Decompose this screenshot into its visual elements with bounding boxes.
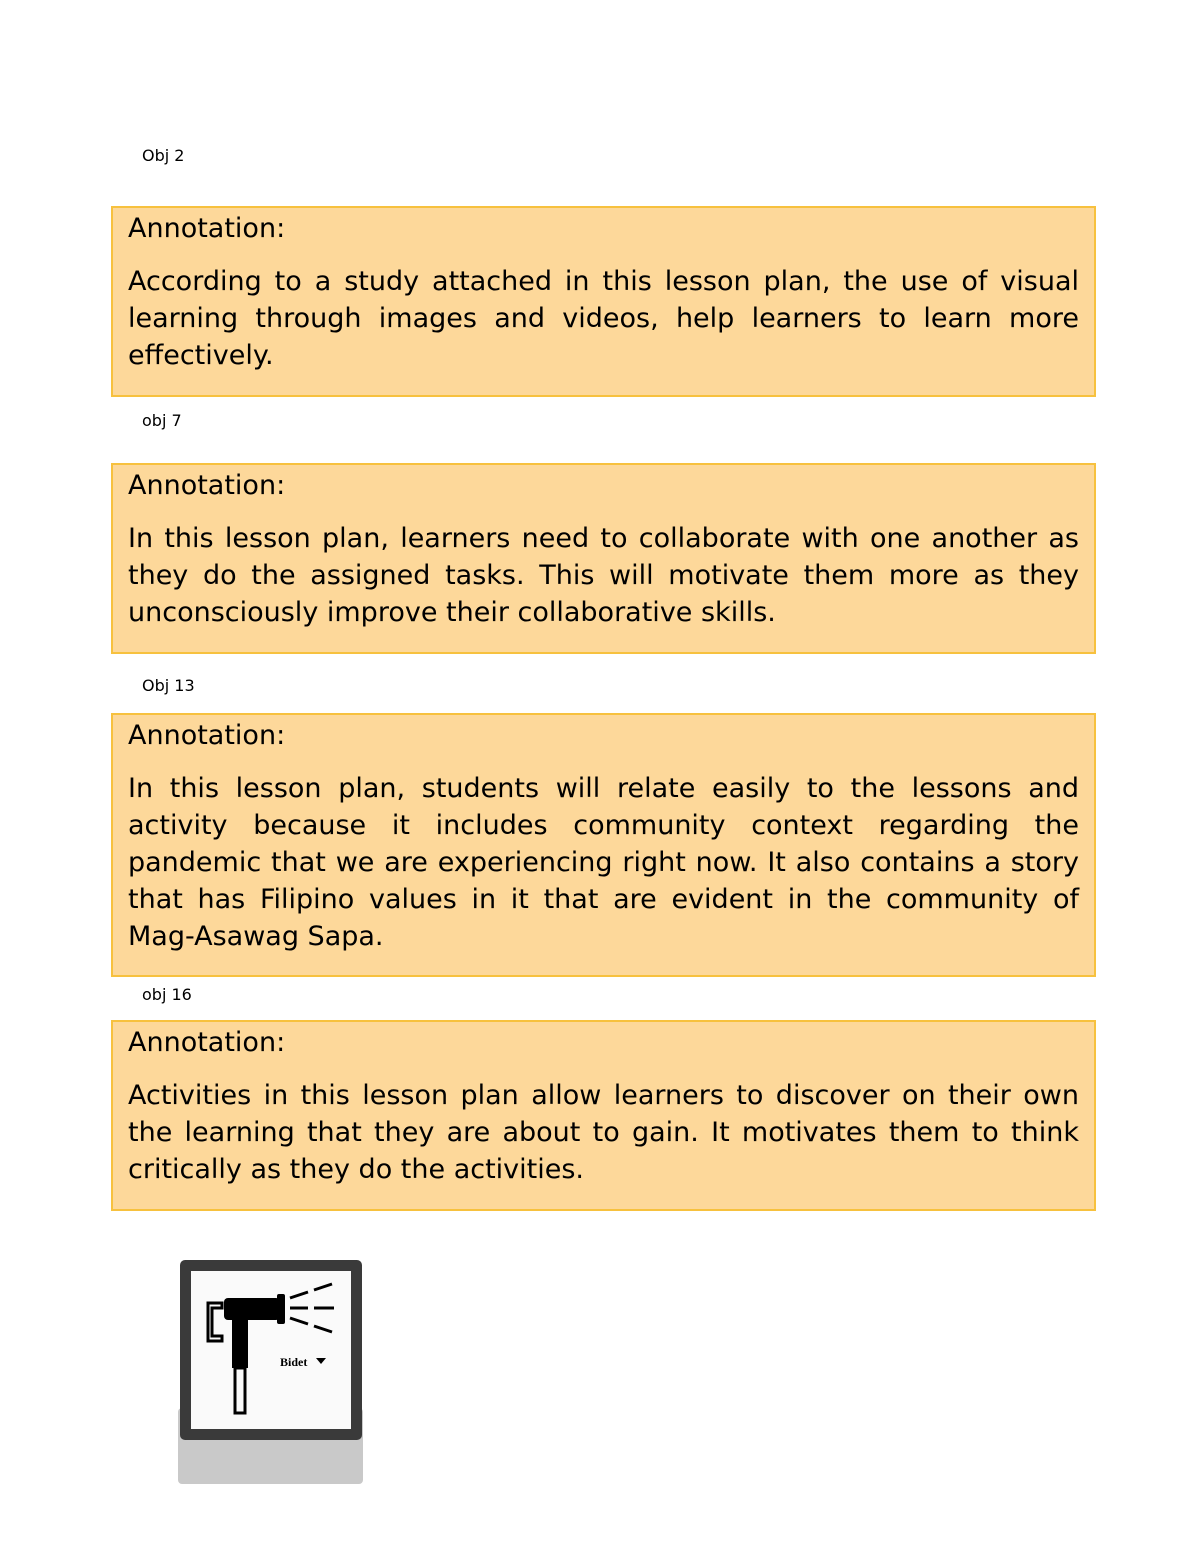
annotation-heading: Annotation: [128, 720, 286, 751]
sign-panel [191, 1271, 351, 1429]
objective-label-7: obj 7 [142, 411, 182, 430]
annotation-text: In this lesson plan, students will relate easily to the lessons and activity because it includes community context regarding the pandemic that we are experiencing right now. It also contains a story that has Filipino values in it that are evident in the community of Mag-Asawag Sapa. [128, 773, 1079, 952]
bidet-sign [178, 1258, 364, 1484]
annotation-box-obj-7 [111, 463, 1096, 654]
sprayer-nozzle [277, 1294, 285, 1324]
sprayer-head [224, 1298, 280, 1320]
annotation-text: In this lesson plan, learners need to collaborate with one another as they do the assigned tasks. This will motivate them more as they unconsciously improve their collaborative skills. [128, 523, 1079, 628]
objective-label-16: obj 16 [142, 985, 192, 1004]
annotation-box-obj-16 [111, 1020, 1096, 1211]
objective-label-13: Obj 13 [142, 676, 195, 695]
bidet-icon [178, 1258, 364, 1484]
annotation-box-obj-2 [111, 206, 1096, 397]
annotation-text: Activities in this lesson plan allow learners to discover on their own the learning that they are about to gain. It motivates them to think critically as they do the activities. [128, 1080, 1079, 1185]
annotation-box-obj-13 [111, 713, 1096, 977]
annotation-heading: Annotation: [128, 470, 286, 501]
annotation-heading: Annotation: [128, 213, 286, 244]
annotation-heading: Annotation: [128, 1027, 286, 1058]
annotation-text: According to a study attached in this lesson plan, the use of visual learning through images and videos, help learners to learn more effectively. [128, 266, 1079, 371]
sprayer-handle [232, 1318, 248, 1368]
objective-label-2: Obj 2 [142, 146, 185, 165]
bidet-label: Bidet [280, 1355, 308, 1369]
